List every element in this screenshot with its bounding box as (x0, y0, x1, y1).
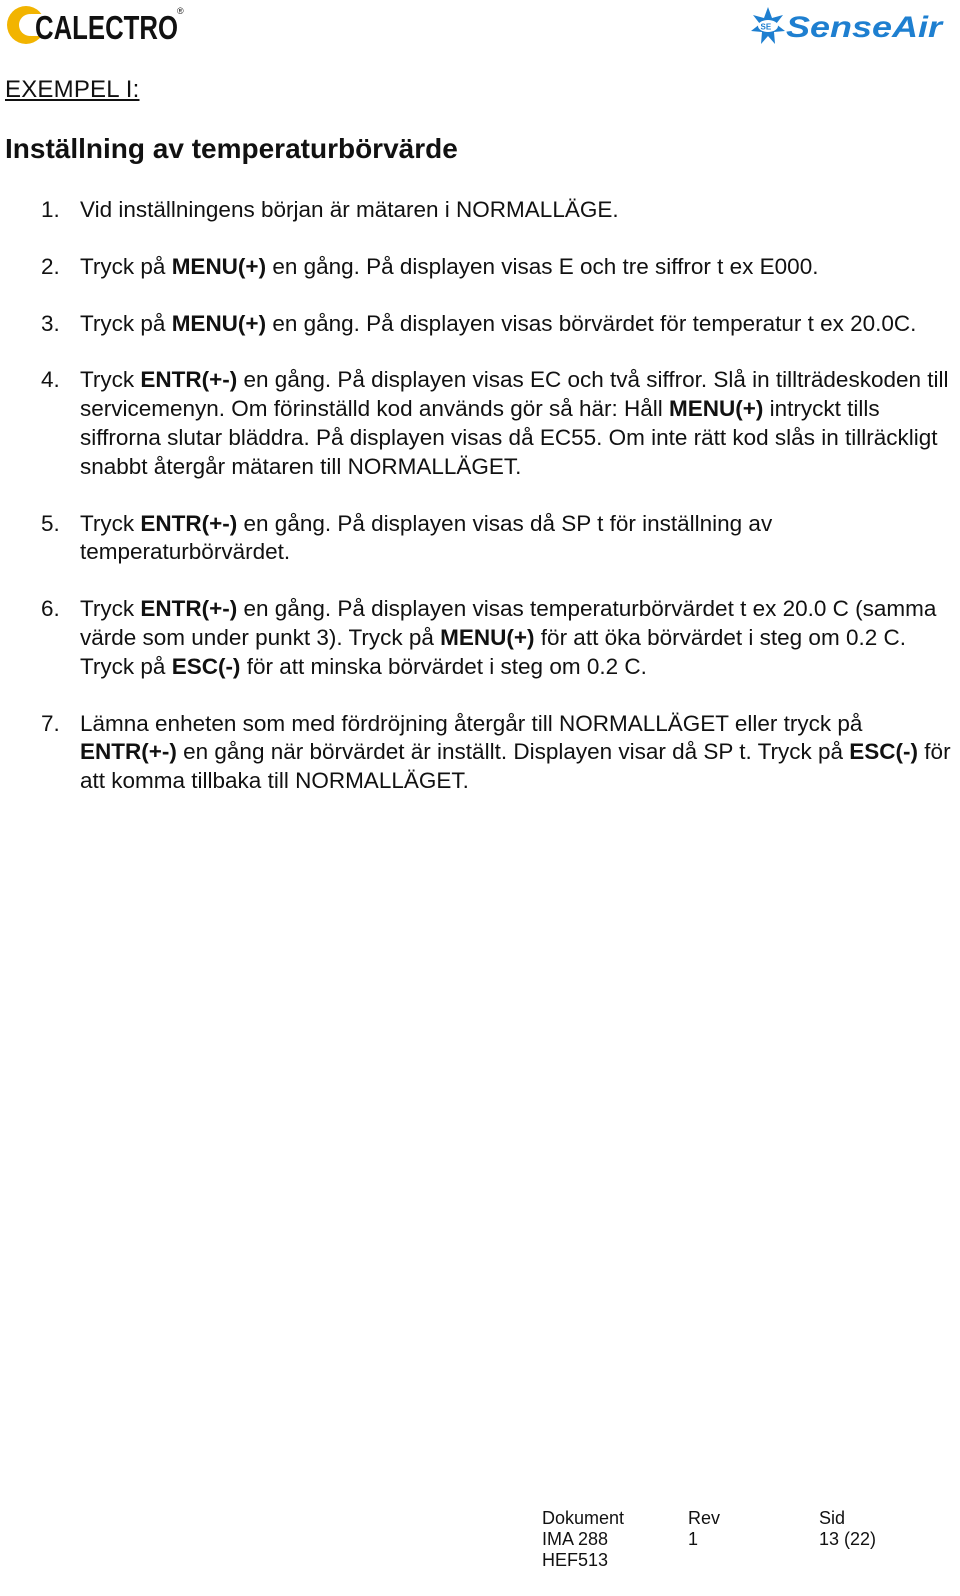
footer-document-column (542, 1508, 624, 1571)
step-item (0, 366, 952, 481)
example-label: EXEMPEL I: (5, 76, 140, 103)
footer-page-column (819, 1508, 876, 1550)
step-item (0, 595, 952, 681)
step-text: Vid inställningens början är mätaren i NORMALLÄGE. (80, 197, 619, 222)
step-number: 2. (41, 253, 60, 279)
step-text: Tryck (80, 596, 141, 622)
step-number: 5. (41, 510, 60, 536)
footer-page-value: 13 (22) (819, 1529, 877, 1549)
step-key-label: MENU(+) (669, 396, 764, 422)
footer-page-label: Sid (819, 1508, 846, 1528)
step-text: en gång. På displayen visas E och tre siffror t ex E000. (266, 253, 819, 279)
step-text: en gång. På displayen visas börvärdet för temperatur t ex 20.0C. (266, 310, 917, 336)
step-key-label: ESC(-) (849, 739, 919, 765)
step-number: 1. (41, 197, 60, 222)
senseair-logo-text: SenseAir (786, 11, 945, 44)
step-text: en gång. På displayen visas EC och två siffror. Slå in tillträdeskoden till servicemenyn. Om förinställd kod används gör så här: Håll (80, 367, 949, 422)
page-title: Inställning av temperaturbörvärde (5, 133, 458, 164)
footer-document-label: Dokument (542, 1508, 625, 1528)
step-number: 3. (41, 310, 60, 336)
footer-rev-column (688, 1508, 720, 1550)
step-item (0, 196, 952, 225)
calectro-logo-text: CALECTRO (35, 9, 178, 46)
steps-list (0, 196, 952, 824)
step-key-label: MENU(+) (171, 253, 267, 279)
registered-mark: ® (177, 6, 184, 16)
step-number: 7. (41, 710, 60, 736)
footer-rev-label: Rev (688, 1508, 721, 1528)
step-key-label: ENTR(+-) (140, 510, 238, 536)
step-text: Tryck (80, 367, 141, 393)
step-key-label: ENTR(+-) (140, 367, 238, 393)
step-item (0, 710, 952, 796)
footer-document-value-2: HEF513 (542, 1550, 609, 1570)
senseair-logo (748, 4, 946, 50)
step-key-label: MENU(+) (171, 310, 267, 336)
step-text: intryckt tills siffrorna slutar bläddra. På displayen visas då EC55. Om inte rätt kod slås in tillräckligt snabbt återgår mätaren till NORMALLÄGET. (80, 396, 938, 479)
step-text: för att minska börvärdet i steg om 0.2 C. (240, 653, 647, 679)
footer-rev-value: 1 (688, 1529, 699, 1549)
step-text: en gång. På displayen visas temperaturbörvärdet t ex 20.0 C (samma värde som under punkt 3). Tryck på (80, 596, 937, 650)
step-item (0, 510, 952, 568)
calectro-logo-mark (5, 2, 185, 48)
step-text: Lämna enheten som med fördröjning återgår till NORMALLÄGET eller tryck på (80, 710, 863, 736)
senseair-logo-mark (748, 4, 946, 50)
step-item (0, 253, 952, 282)
step-key-label: ENTR(+-) (140, 596, 238, 622)
step-text: en gång. På displayen visas då SP t för inställning av temperaturbörvärdet. (80, 510, 773, 565)
step-key-label: MENU(+) (440, 624, 535, 650)
step-text: för att öka börvärdet i steg om 0.2 C. Tryck på (80, 624, 906, 679)
senseair-star-icon (751, 7, 785, 44)
step-item (0, 310, 952, 339)
step-key-label: ENTR(+-) (80, 739, 177, 765)
step-number: 6. (41, 596, 60, 622)
step-number: 4. (41, 367, 60, 393)
step-text: Tryck (80, 510, 141, 536)
calectro-logo (5, 2, 185, 48)
step-key-label: ESC(-) (171, 653, 241, 679)
step-text: Tryck på (80, 253, 172, 279)
step-text: för att komma tillbaka till NORMALLÄGET. (80, 739, 951, 794)
step-text: Tryck på (80, 310, 172, 336)
footer-document-value: IMA 288 (542, 1529, 609, 1549)
step-text: en gång när börvärdet är inställt. Displayen visar då SP t. Tryck på (176, 739, 850, 765)
senseair-badge-text: SE (760, 22, 772, 32)
